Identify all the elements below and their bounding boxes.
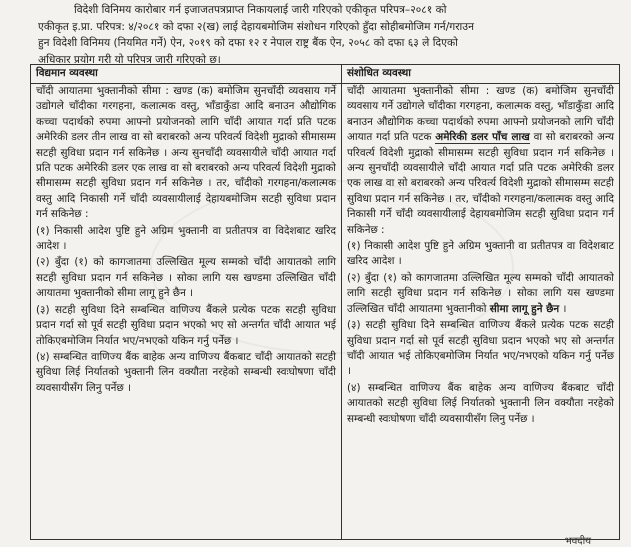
table-row (31, 84, 620, 540)
existing-provision-cell (31, 84, 342, 540)
amended-provision-cell (342, 84, 620, 540)
amended-item-2-highlight: सीमा लागू हुने छैन (489, 302, 560, 315)
amended-main-text (347, 84, 614, 238)
intro-line: अधिकार प्रयोग गरी यो परिपत्र जारी गरिएको छ। (38, 53, 221, 66)
amended-limit-highlight: अमेरिकी डलर पाँच लाख (435, 131, 530, 144)
intro-line: विदेशी विनिमय कारोबार गर्न इजाजतपत्रप्राप्त निकायलाई जारी गरिएको एकीकृत परिपत्र–२०८१ को (74, 4, 447, 16)
amended-main-text-c: वा सो बराबरको अन्य परिवर्त्य विदेशी मुद्राको सीमासम्म सटही सुविधा प्रदान गर्न सकिनेछ । अन्य सुनचाँदी व्यवसायीले चाँदी आयात गर्दा प्रति पटक अमेरिकी डलर एक लाख वा सो बराबरको अन्य परिवर्त्य विदेशी मुद्राको सीमासम्म सटही सुविधा प्रदान गर्न सकिनेछ । तर, चाँदीको गरगहना/कलात्मक वस्तु आदि निकासी गर्ने चाँदी व्यवसायीलाई देहायबमोजिम सटही सुविधा प्रदान गर्न सकिनेछ : (347, 131, 614, 236)
intro-paragraph (38, 2, 618, 68)
signature-closing: भवदीय (564, 536, 591, 547)
amended-item-4: (४) सम्बन्धित वाणिज्य बैंक बाहेक अन्य वाणिज्य बैंकबाट चाँदी आयातको सटही सुविधा लिई निर्यातको भुक्तानी लिन वक्यौता नरहेको सम्बन्धी स्वःघोषणा चाँदी व्यवसायीसँग लिनु पर्नेछ । (347, 381, 614, 425)
amended-item-3: (३) सटही सुविधा दिने सम्बन्धित वाणिज्य बैंकले प्रत्येक पटक सटही सुविधा प्रदान गर्दा सो पूर्व सटही सुविधा प्रदान भएको भए सो अन्तर्गत चाँदी आयात भई तोकिएबमोजिम निर्यात भए/नभएको यकिन गर्नु पर्नेछ । (347, 319, 614, 378)
existing-item-1: (१) निकासी आदेश पुष्टि हुने अग्रिम भुक्तानी वा प्रतीतपत्र वा विदेशबाट खरिद आदेश । (36, 224, 336, 253)
table-header-row (31, 65, 620, 84)
comparison-table (30, 64, 620, 540)
intro-line: हुन विदेशी विनिमय (नियमित गर्ने) ऐन, २०१९ को दफा १२ र नेपाल राष्ट्र बैंक ऐन, २०५८ को दफा ६३ ले दिएको (38, 37, 458, 49)
header-amended-provision: संशोधित व्यवस्था (342, 65, 620, 84)
existing-main-text: चाँदी आयातमा भुक्तानीको सीमा : खण्ड (क) बमोजिम सुनचाँदी व्यवसाय गर्ने उद्योगले चाँदीका गरगहना, कलात्मक वस्तु, भाँडाकुँडा आदि बनाउन औद्योगिक कच्चा पदार्थको रुपमा आफ्नो प्रयोजनको लागि चाँदी आयात गर्दा प्रति पटक अमेरिकी डलर तीन लाख वा सो बराबरको अन्य परिवर्त्य विदेशी मुद्राको सीमासम्म सटही सुविधा प्रदान गर्न सकिनेछ । अन्य सुनचाँदी व्यवसायीले चाँदी आयात गर्दा प्रति पटक अमेरिकी डलर एक लाख वा सो बराबरको अन्य परिवर्त्य विदेशी मुद्राको सीमासम्म सटही सुविधा प्रदान गर्न सकिनेछ । तर, चाँदीको गरगहना/कलात्मक वस्तु आदि निकासी गर्ने चाँदी व्यवसायीलाई देहायबमोजिम सटही सुविधा प्रदान गर्न सकिनेछ : (36, 85, 336, 221)
amended-main-text-a: चाँदी आयातमा भुक्तानीको सीमा : खण्ड (क) बमोजिम सुनचाँदी व्यवसाय गर्ने उद्योगले चाँदीका गरगहना, कलात्मक वस्तु, भाँडाकुँडा आदि बनाउन औद्योगिक कच्चा पदार्थको रुपमा आफ्नो प्रयोजनको लागि चाँदी आयात गर्दा प्रति पटक (347, 85, 614, 144)
existing-item-2: (२) बुँदा (१) को कागजातमा उल्लिखित मूल्य सम्मको चाँदी आयातको लागि सटही सुविधा प्रदान गर्न सकिनेछ । सोका लागि यस खण्डमा उल्लिखित चाँदी आयातमा भुक्तानीको सीमा लागू हुने छैन । (36, 256, 336, 300)
amended-item-2-c: । (562, 302, 567, 315)
amended-item-2-a: (२) बुँदा (१) को कागजातमा उल्लिखित मूल्य सम्मको चाँदी आयातको लागि सटही सुविधा प्रदान गर्न सकिनेछ । सोका लागि यस खण्डमा उल्लिखित चाँदी आयातमा भुक्तानीको (347, 271, 614, 315)
amended-item-2 (347, 271, 614, 317)
existing-item-4: (४) सम्बन्धित वाणिज्य बैंक बाहेक अन्य वाणिज्य बैंकबाट चाँदी आयातको सटही सुविधा लिई निर्यातको भुक्तानी लिन वक्यौता नरहेको सम्बन्धी स्वःघोषणा चाँदी व्यवसायीसँग लिनु पर्नेछ । (36, 350, 336, 394)
header-existing-provision: विद्यमान व्यवस्था (31, 65, 342, 84)
existing-item-3: (३) सटही सुविधा दिने सम्बन्धित वाणिज्य बैंकले प्रत्येक पटक सटही सुविधा प्रदान गर्दा सो पूर्व सटही सुविधा प्रदान भएको भए सो अन्तर्गत चाँदी आयात भई तोकिएबमोजिम निर्यात भए/नभएको यकिन गर्नु पर्नेछ । (36, 303, 336, 347)
amended-item-1: (१) निकासी आदेश पुष्टि हुने अग्रिम भुक्तानी वा प्रतीतपत्र वा विदेशबाट खरिद आदेश । (347, 240, 614, 268)
intro-line: एकीकृत इ.प्रा. परिपत्र: ४/२०८१ को दफा २(ख) लाई देहायबमोजिम संशोधन गरिएको हुँदा सोहीबमोजिम गर्न/गराउन (38, 20, 474, 33)
